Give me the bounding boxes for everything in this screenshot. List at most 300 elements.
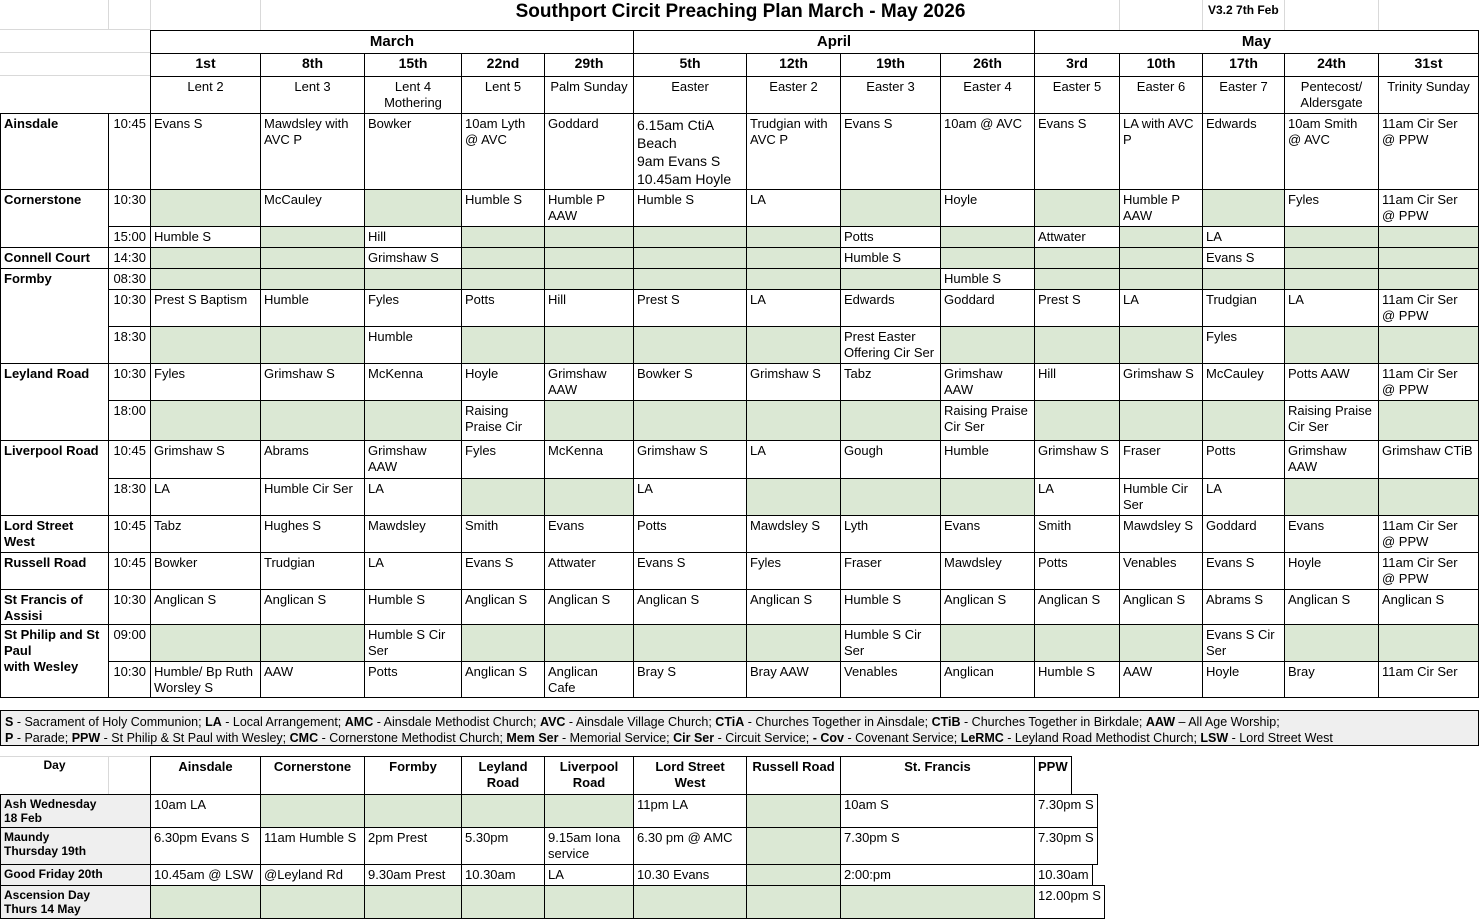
plan-cell: Anglican S	[461, 589, 545, 625]
plan-cell: Bray AAW	[746, 661, 841, 698]
special-cell: 6.30 pm @ AMC	[633, 827, 747, 865]
plan-cell: Grimshaw S	[1034, 440, 1120, 479]
church-name: Cornerstone	[0, 189, 109, 248]
plan-cell	[150, 247, 261, 269]
plan-cell	[1378, 400, 1479, 441]
plan-cell: Grimshaw S	[746, 363, 841, 401]
plan-cell: 11am Cir Ser @ PPW	[1378, 189, 1479, 227]
plan-cell: Potts	[840, 226, 941, 248]
service-time: 10:45	[108, 440, 151, 479]
plan-cell: LA	[746, 189, 841, 227]
service-time: 18:00	[108, 400, 151, 441]
key-abbreviation: P	[5, 731, 14, 745]
key-description: - Churches Together in Ainsdale;	[744, 715, 932, 729]
plan-cell: Anglican S	[1119, 589, 1203, 625]
plan-cell: Anglican Cafe	[544, 661, 634, 698]
special-cell: 7.30pm S	[1034, 827, 1098, 865]
plan-cell: Evans S	[150, 113, 261, 190]
key-description: - Local Arrangement;	[221, 715, 345, 729]
date-header: 5th	[633, 53, 747, 77]
plan-cell	[461, 268, 545, 290]
gridline	[0, 75, 150, 76]
plan-cell	[1202, 400, 1285, 441]
special-cell: @Leyland Rd	[260, 864, 365, 886]
plan-cell: LA	[364, 552, 462, 590]
plan-cell	[1119, 247, 1203, 269]
plan-cell: Grimshaw CTiB	[1378, 440, 1479, 479]
plan-cell: Potts AAW	[1284, 363, 1379, 401]
service-time: 10:30	[108, 661, 151, 698]
plan-cell	[1378, 478, 1479, 516]
plan-cell: 11am Cir Ser @ PPW	[1378, 515, 1479, 553]
plan-cell: Humble S	[150, 226, 261, 248]
key-description: - Sacrament of Holy Communion;	[13, 715, 206, 729]
plan-cell: Mawdsley S	[746, 515, 841, 553]
month-april: April	[633, 30, 1035, 54]
plan-cell: Potts	[633, 515, 747, 553]
plan-cell: Evans S	[1034, 113, 1120, 190]
special-church-header: PPW	[1034, 756, 1072, 795]
plan-cell: Anglican S	[746, 589, 841, 625]
plan-cell: 11am Cir Ser @ PPW	[1378, 289, 1479, 327]
service-time: 18:30	[108, 478, 151, 516]
key-line	[5, 730, 1474, 746]
plan-cell: Fyles	[364, 289, 462, 327]
version-label: V3.2 7th Feb	[1208, 3, 1279, 17]
key-description: - Leyland Road Methodist Church;	[1003, 731, 1201, 745]
plan-cell: Humble P AAW	[1119, 189, 1203, 227]
plan-cell: Hoyle	[461, 363, 545, 401]
special-cell	[364, 885, 462, 919]
key-description: - Cornerstone Methodist Church;	[318, 731, 507, 745]
plan-cell: Anglican S	[940, 589, 1035, 625]
date-header: 17th	[1202, 53, 1285, 77]
plan-cell	[633, 400, 747, 441]
special-church-header: Cornerstone	[260, 756, 365, 795]
key-abbreviation: LA	[205, 715, 222, 729]
plan-cell	[1119, 326, 1203, 364]
plan-cell: Attwater	[544, 552, 634, 590]
date-header: 26th	[940, 53, 1035, 77]
plan-cell: Humble S Cir Ser	[840, 624, 941, 662]
plan-cell: Attwater	[1034, 226, 1120, 248]
date-header: 31st	[1378, 53, 1479, 77]
service-time: 10:30	[108, 363, 151, 401]
plan-cell: Hoyle	[940, 189, 1035, 227]
plan-cell: Grimshaw AAW	[1284, 440, 1379, 479]
plan-cell	[633, 624, 747, 662]
plan-cell	[1284, 624, 1379, 662]
plan-cell	[840, 189, 941, 227]
plan-cell: 11am Cir Ser @ PPW	[1378, 113, 1479, 190]
plan-cell: Grimshaw S	[633, 440, 747, 479]
special-church-header: Russell Road	[746, 756, 841, 795]
plan-cell: Evans	[544, 515, 634, 553]
plan-cell: Venables	[840, 661, 941, 698]
special-cell	[746, 864, 841, 886]
plan-cell	[461, 247, 545, 269]
plan-cell: LA	[633, 478, 747, 516]
plan-cell	[1034, 624, 1120, 662]
key-abbreviation: - Cov	[812, 731, 844, 745]
service-time: 10:30	[108, 189, 151, 227]
special-cell: 6.30pm Evans S	[150, 827, 261, 865]
plan-cell	[940, 247, 1035, 269]
key-abbreviation: PPW	[71, 731, 101, 745]
plan-cell: Humble Cir Ser	[1119, 478, 1203, 516]
date-header: 22nd	[461, 53, 545, 77]
key-abbreviation: AAW	[1145, 715, 1176, 729]
plan-cell: Hill	[364, 226, 462, 248]
service-time: 09:00	[108, 624, 151, 662]
key-description: - Ainsdale Village Church;	[565, 715, 716, 729]
plan-cell	[1119, 624, 1203, 662]
plan-cell	[940, 226, 1035, 248]
key-abbreviation: CTiA	[715, 715, 745, 729]
plan-cell: Prest Easter Offering Cir Ser	[840, 326, 941, 364]
special-church-header: Liverpool Road	[544, 756, 634, 795]
plan-cell	[1034, 189, 1120, 227]
gridline	[150, 0, 151, 30]
plan-cell	[1034, 247, 1120, 269]
plan-cell	[840, 268, 941, 290]
gridline	[260, 0, 261, 30]
plan-cell	[746, 247, 841, 269]
plan-cell: Trudgian	[1202, 289, 1285, 327]
plan-cell	[461, 624, 545, 662]
service-time: 14:30	[108, 247, 151, 269]
special-cell	[260, 885, 365, 919]
special-cell: 9.30am Prest	[364, 864, 462, 886]
plan-cell	[633, 268, 747, 290]
special-day-label: Good Friday 20th	[0, 864, 151, 886]
plan-cell: Humble/ Bp Ruth Worsley S	[150, 661, 261, 698]
gridline	[108, 0, 109, 30]
plan-cell	[544, 624, 634, 662]
special-day-label: Ash Wednesday 18 Feb	[0, 794, 151, 828]
plan-cell: McCauley	[260, 189, 365, 227]
plan-cell: Bowker	[364, 113, 462, 190]
plan-cell: Hill	[1034, 363, 1120, 401]
plan-cell	[1378, 268, 1479, 290]
plan-cell	[150, 268, 261, 290]
plan-cell	[260, 226, 365, 248]
plan-cell: LA	[1119, 289, 1203, 327]
special-church-header: Ainsdale	[150, 756, 261, 795]
plan-cell: Anglican S	[1034, 589, 1120, 625]
special-day-label: Ascension Day Thurs 14 May	[0, 885, 151, 919]
special-cell	[150, 885, 261, 919]
plan-cell	[461, 326, 545, 364]
service-time: 10:45	[108, 552, 151, 590]
special-cell: 10am LA	[150, 794, 261, 828]
special-cell	[461, 885, 545, 919]
plan-cell	[150, 326, 261, 364]
season-label: Lent 3	[260, 76, 365, 114]
plan-cell: McCauley	[1202, 363, 1285, 401]
season-label: Lent 2	[150, 76, 261, 114]
plan-cell: Hoyle	[1202, 661, 1285, 698]
plan-cell: Fyles	[1202, 326, 1285, 364]
plan-cell: Tabz	[150, 515, 261, 553]
plan-cell: 11am Cir Ser	[1378, 661, 1479, 698]
plan-cell	[150, 189, 261, 227]
key-description: - Parade;	[13, 731, 72, 745]
plan-cell: Edwards	[1202, 113, 1285, 190]
plan-cell: Mawdsley	[940, 552, 1035, 590]
plan-cell	[260, 247, 365, 269]
plan-cell	[461, 478, 545, 516]
plan-cell: Evans S Cir Ser	[1202, 624, 1285, 662]
key-description: - Memorial Service;	[558, 731, 674, 745]
church-name: Formby	[0, 268, 109, 364]
plan-cell	[1378, 247, 1479, 269]
date-header: 29th	[544, 53, 634, 77]
plan-cell	[364, 268, 462, 290]
plan-cell: Bowker	[150, 552, 261, 590]
special-cell	[461, 794, 545, 828]
special-cell: 7.30pm S	[1034, 794, 1098, 828]
date-header: 12th	[746, 53, 841, 77]
plan-cell: Raising Praise Cir	[461, 400, 545, 441]
plan-cell	[940, 624, 1035, 662]
church-name: Liverpool Road	[0, 440, 109, 516]
plan-cell: Abrams S	[1202, 589, 1285, 625]
plan-cell: Mawdsley	[364, 515, 462, 553]
special-cell	[633, 885, 747, 919]
plan-cell	[1119, 400, 1203, 441]
plan-cell: Prest S	[1034, 289, 1120, 327]
key-description: - Lord Street West	[1228, 731, 1333, 745]
plan-cell: Fyles	[746, 552, 841, 590]
plan-cell	[1034, 326, 1120, 364]
plan-cell: Mawdsley with AVC P	[260, 113, 365, 190]
plan-cell	[260, 326, 365, 364]
plan-cell: Grimshaw S	[1119, 363, 1203, 401]
gridline	[1202, 0, 1203, 30]
plan-cell: LA	[150, 478, 261, 516]
plan-cell: Smith	[1034, 515, 1120, 553]
plan-cell	[840, 400, 941, 441]
plan-cell	[1378, 226, 1479, 248]
date-header: 19th	[840, 53, 941, 77]
plan-cell: LA	[1034, 478, 1120, 516]
service-time: 10:45	[108, 515, 151, 553]
plan-cell: Humble	[940, 440, 1035, 479]
plan-cell: LA	[1202, 478, 1285, 516]
plan-cell: Raising Praise Cir Ser	[940, 400, 1035, 441]
plan-cell: Grimshaw AAW	[544, 363, 634, 401]
plan-cell	[260, 624, 365, 662]
special-church-header: St. Francis	[840, 756, 1035, 795]
key-description: - Churches Together in Birkdale;	[960, 715, 1146, 729]
plan-cell: Humble S	[633, 189, 747, 227]
plan-cell: Anglican S	[461, 661, 545, 698]
plan-cell: 10am Smith @ AVC	[1284, 113, 1379, 190]
church-name: Ainsdale	[0, 113, 109, 190]
plan-cell: Anglican S	[150, 589, 261, 625]
special-cell	[260, 794, 365, 828]
plan-cell	[544, 247, 634, 269]
special-cell	[746, 794, 841, 828]
plan-cell: Abrams	[260, 440, 365, 479]
plan-cell: Humble S	[840, 247, 941, 269]
plan-cell: LA with AVC P	[1119, 113, 1203, 190]
plan-cell	[746, 226, 841, 248]
plan-cell: 11am Cir Ser @ PPW	[1378, 552, 1479, 590]
plan-cell	[1284, 478, 1379, 516]
plan-cell: Lyth	[840, 515, 941, 553]
plan-cell	[1284, 268, 1379, 290]
plan-cell: Bowker S	[633, 363, 747, 401]
plan-cell: McKenna	[364, 363, 462, 401]
plan-cell: Humble P AAW	[544, 189, 634, 227]
season-label: Easter 5	[1034, 76, 1120, 114]
plan-cell: Fraser	[1119, 440, 1203, 479]
plan-cell: Grimshaw AAW	[364, 440, 462, 479]
special-church-header: Leyland Road	[461, 756, 545, 795]
plan-cell: LA	[746, 440, 841, 479]
key-abbreviation: CMC	[289, 731, 319, 745]
plan-cell	[544, 478, 634, 516]
plan-cell: Fyles	[1284, 189, 1379, 227]
special-day-header: Day	[43, 758, 66, 772]
plan-cell	[364, 189, 462, 227]
plan-cell: Tabz	[840, 363, 941, 401]
plan-cell: Humble S	[461, 189, 545, 227]
plan-cell: Anglican S	[633, 589, 747, 625]
plan-cell: 11am Cir Ser @ PPW	[1378, 363, 1479, 401]
special-cell	[544, 885, 634, 919]
plan-cell	[1284, 226, 1379, 248]
special-cell	[746, 827, 841, 865]
plan-cell	[544, 400, 634, 441]
plan-cell	[1378, 624, 1479, 662]
date-header: 8th	[260, 53, 365, 77]
plan-cell	[544, 268, 634, 290]
season-label: Easter 7	[1202, 76, 1285, 114]
plan-cell: Trudgian with AVC P	[746, 113, 841, 190]
special-cell: 10.45am @ LSW	[150, 864, 261, 886]
church-name: St Philip and St Paul with Wesley	[0, 624, 109, 698]
key-description: - Covenant Service;	[844, 731, 961, 745]
date-header: 15th	[364, 53, 462, 77]
special-cell: LA	[544, 864, 634, 886]
key-abbreviation: Mem Ser	[506, 731, 559, 745]
special-cell	[746, 885, 841, 919]
church-name: St Francis of Assisi	[0, 589, 109, 625]
plan-cell: Goddard	[1202, 515, 1285, 553]
plan-cell: Goddard	[940, 289, 1035, 327]
service-time: 10:30	[108, 289, 151, 327]
plan-cell: Anglican S	[544, 589, 634, 625]
key-abbreviation: LeRMC	[960, 731, 1004, 745]
plan-cell	[633, 247, 747, 269]
plan-cell	[633, 226, 747, 248]
plan-title: Southport Circit Preaching Plan March - May 2026	[515, 1, 966, 22]
special-church-header: Lord Street West	[633, 756, 747, 795]
plan-cell	[940, 326, 1035, 364]
church-name: Lord Street West	[0, 515, 109, 553]
plan-cell	[1378, 326, 1479, 364]
special-cell	[840, 885, 1035, 919]
plan-cell: Goddard	[544, 113, 634, 190]
season-label: Lent 5	[461, 76, 545, 114]
plan-cell	[1119, 226, 1203, 248]
gridline	[1119, 0, 1120, 30]
plan-cell: Anglican S	[1284, 589, 1379, 625]
season-label: Lent 4 Mothering	[364, 76, 462, 114]
plan-cell: Gough	[840, 440, 941, 479]
plan-cell: Evans S	[1202, 247, 1285, 269]
plan-cell: Evans	[940, 515, 1035, 553]
special-cell: 5.30pm	[461, 827, 545, 865]
plan-cell: Evans S	[840, 113, 941, 190]
season-label: Pentecost/ Aldersgate	[1284, 76, 1379, 114]
plan-cell: Edwards	[840, 289, 941, 327]
plan-cell: 6.15am CtiA Beach 9am Evans S 10.45am Hoyle	[633, 113, 747, 190]
plan-cell: Humble S	[840, 589, 941, 625]
plan-cell	[1284, 247, 1379, 269]
plan-cell: Fraser	[840, 552, 941, 590]
plan-cell: AAW	[1119, 661, 1203, 698]
season-label: Easter 4	[940, 76, 1035, 114]
plan-cell	[940, 478, 1035, 516]
plan-cell: Humble S	[940, 268, 1035, 290]
plan-cell: Grimshaw S	[260, 363, 365, 401]
plan-cell: Bray S	[633, 661, 747, 698]
special-cell: 11am Humble S	[260, 827, 365, 865]
plan-cell: Evans S	[461, 552, 545, 590]
plan-cell	[1034, 400, 1120, 441]
special-cell: 10.30am	[461, 864, 545, 886]
plan-cell: Fyles	[150, 363, 261, 401]
special-cell: 7.30pm S	[840, 827, 1035, 865]
plan-cell: Smith	[461, 515, 545, 553]
plan-cell	[746, 326, 841, 364]
plan-cell	[746, 268, 841, 290]
season-label: Palm Sunday	[544, 76, 634, 114]
plan-cell: Grimshaw S	[150, 440, 261, 479]
service-time: 15:00	[108, 226, 151, 248]
plan-cell: Raising Praise Cir Ser	[1284, 400, 1379, 441]
plan-cell: Humble	[364, 326, 462, 364]
special-cell: 10.30am	[1034, 864, 1093, 886]
special-day-label: Maundy Thursday 19th	[0, 827, 151, 865]
plan-cell: Humble S Cir Ser	[364, 624, 462, 662]
key-description: - St Philip & St Paul with Wesley;	[100, 731, 290, 745]
season-label: Easter	[633, 76, 747, 114]
season-label: Easter 2	[746, 76, 841, 114]
service-time: 18:30	[108, 326, 151, 364]
plan-cell	[544, 326, 634, 364]
plan-cell: Evans	[1284, 515, 1379, 553]
plan-cell: Hoyle	[1284, 552, 1379, 590]
gridline	[1378, 0, 1379, 30]
plan-cell: Humble S	[1034, 661, 1120, 698]
key-description: - Circuit Service;	[714, 731, 813, 745]
gridline	[0, 29, 150, 30]
special-cell	[364, 794, 462, 828]
plan-cell: LA	[1202, 226, 1285, 248]
church-name: Connell Court	[0, 247, 109, 269]
plan-cell: McKenna	[544, 440, 634, 479]
season-label: Easter 3	[840, 76, 941, 114]
key-abbreviation: Cir Ser	[673, 731, 715, 745]
plan-cell: Trudgian	[260, 552, 365, 590]
plan-cell: Potts	[364, 661, 462, 698]
plan-cell: Mawdsley S	[1119, 515, 1203, 553]
